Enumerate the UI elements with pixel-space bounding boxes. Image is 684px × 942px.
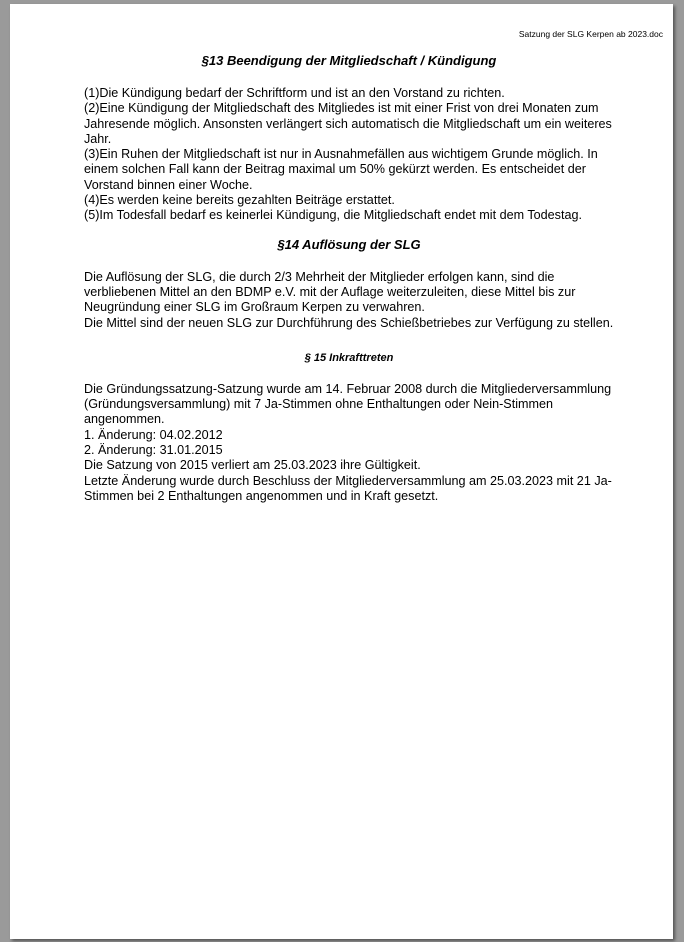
paragraph: Die Auflösung der SLG, die durch 2/3 Mehrheit der Mitglieder erfolgen kann, sind die verbliebenen Mittel an den BDMP e.V. mit der Auflage weiterzuleiten, diese Mittel bis zur Neugründung einer SLG im Großraum Kerpen zu verwahren.: [84, 269, 576, 315]
paragraph: Die Mittel sind der neuen SLG zur Durchführung des Schießbetriebes zur Verfügung zu stellen.: [84, 315, 614, 330]
paragraph: 1. Änderung: 04.02.2012: [84, 427, 223, 442]
section-14-title: §14 Auflösung der SLG: [277, 236, 421, 252]
paragraph: (3)Ein Ruhen der Mitgliedschaft ist nur in Ausnahmefällen aus wichtigem Grunde möglich. In einem solchen Fall kann der Beitrag maximal um 50% gekürzt werden. Es entscheidet der Vorstand binnen einer Woche.: [84, 147, 598, 192]
paragraph: (2)Eine Kündigung der Mitgliedschaft des Mitgliedes ist mit einer Frist von drei Monaten zum Jahresende möglich. Ansonsten verlängert sich automatisch die Mitgliedschaft um ein weiteres Jahr.: [84, 101, 612, 146]
paragraph: Die Satzung von 2015 verliert am 25.03.2023 ihre Gültigkeit.: [84, 458, 421, 473]
section-13-body: [84, 86, 614, 224]
paragraph: 2. Änderung: 31.01.2015: [84, 443, 223, 458]
paragraph: (1)Die Kündigung bedarf der Schriftform und ist an den Vorstand zu richten.: [84, 86, 505, 100]
paragraph: (5)Im Todesfall bedarf es keinerlei Kündigung, die Mitgliedschaft endet mit dem Todestag.: [84, 208, 582, 223]
paragraph: (4)Es werden keine bereits gezahlten Beiträge erstattet.: [84, 193, 395, 208]
paragraph: Letzte Änderung wurde durch Beschluss der Mitgliederversammlung am 25.03.2023 mit 21 Ja-Stimmen bei 2 Enthaltungen angenommen und in Kraft gesetzt.: [84, 473, 612, 503]
section-13-title: §13 Beendigung der Mitgliedschaft / Kündigung: [201, 53, 497, 68]
document-body: [84, 52, 614, 504]
section-15-title: § 15 Inkrafttreten: [304, 351, 394, 364]
page-header-filename: Satzung der SLG Kerpen ab 2023.doc: [518, 29, 663, 39]
section-15-body: [84, 382, 614, 504]
paragraph: Die Gründungssatzung-Satzung wurde am 14. Februar 2008 durch die Mitgliederversammlung (Gründungsversammlung) mit 7 Ja-Stimmen ohne Enthaltungen oder Nein-Stimmen angenommen.: [84, 381, 612, 427]
section-14-body: [84, 270, 614, 331]
document-page: [10, 4, 673, 939]
